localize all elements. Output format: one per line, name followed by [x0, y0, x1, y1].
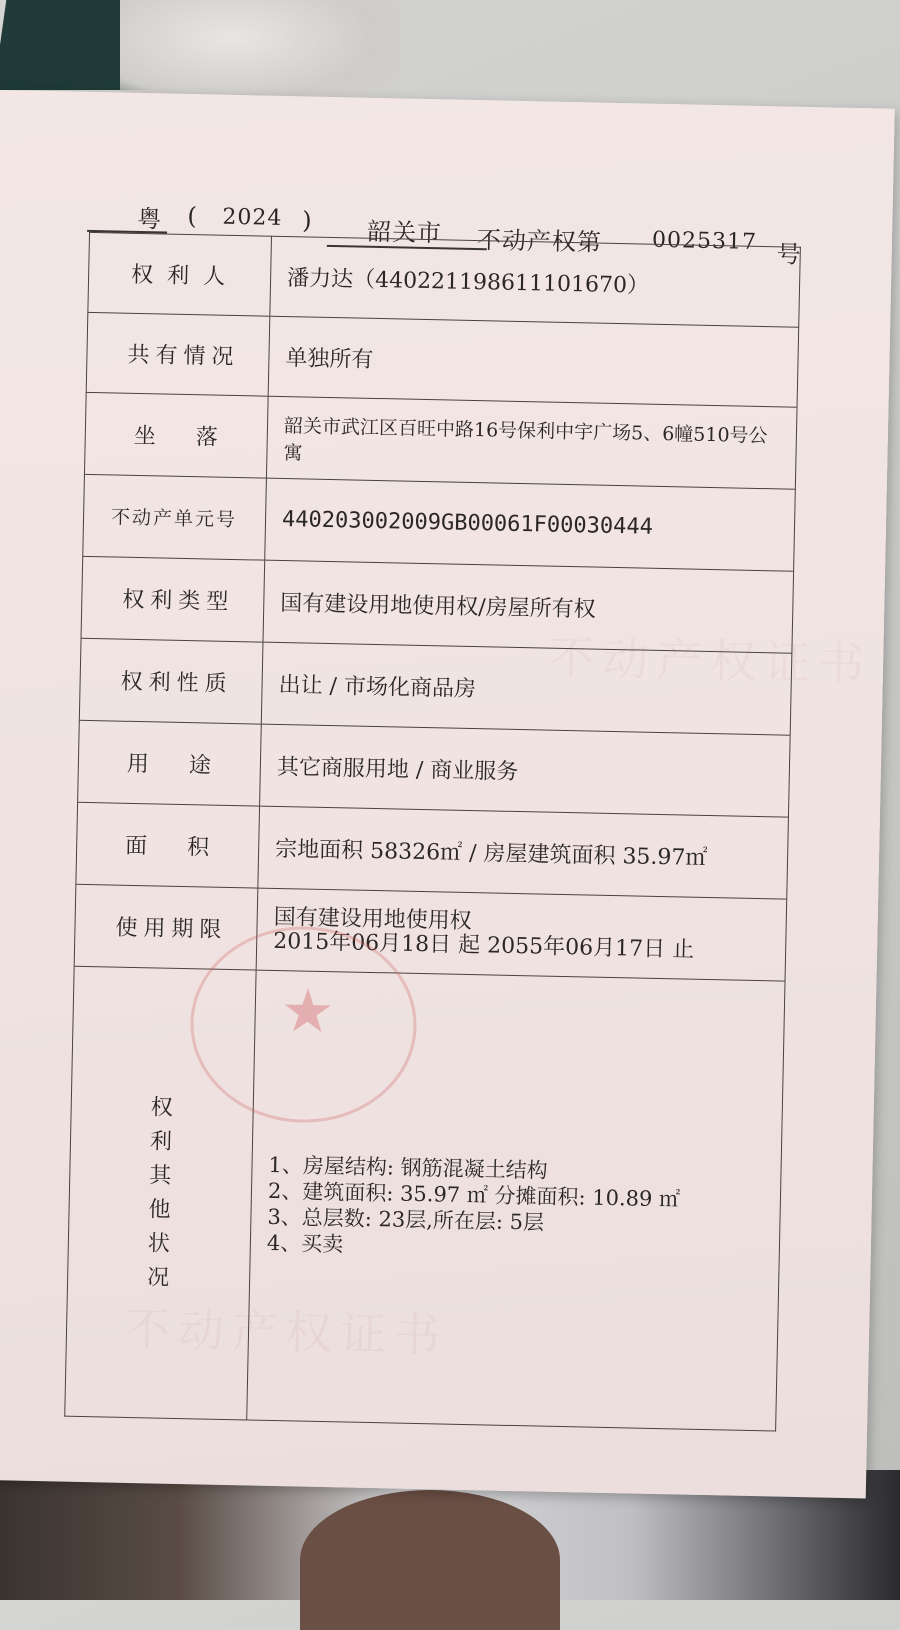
label-usage: 用途 — [78, 720, 262, 806]
label-location: 坐落 — [84, 392, 268, 478]
list-item: 4、买卖 — [266, 1230, 344, 1256]
watermark: 不动产权证书 — [123, 1301, 449, 1363]
cert-year: 2024 — [222, 204, 283, 231]
property-table — [64, 232, 801, 1432]
certificate-page — [0, 90, 895, 1498]
label-right-nature: 权利性质 — [79, 638, 263, 724]
table-row — [83, 474, 796, 571]
value-ownership: 单独所有 — [268, 316, 799, 407]
value-right-nature: 出让 / 市场化商品房 — [261, 642, 792, 735]
label-ownership: 共有情况 — [86, 312, 270, 396]
label-char: 状 — [147, 1230, 171, 1257]
seal-star-icon: ★ — [280, 976, 336, 1048]
label-area: 面积 — [76, 802, 260, 888]
cert-number: 0025317 — [651, 227, 758, 255]
table-row — [76, 802, 789, 899]
value-owner: 潘力达（440221198611101670） — [270, 236, 801, 327]
label-unit-number: 不动产单元号 — [83, 474, 267, 560]
value-right-type: 国有建设用地使用权/房屋所有权 — [263, 560, 794, 653]
cert-suffix: 号 — [776, 240, 803, 269]
table-row — [88, 232, 801, 327]
table-row — [78, 720, 791, 817]
watermark: 不动产权证书 — [547, 630, 873, 692]
label-char: 他 — [148, 1196, 171, 1223]
province-abbr: 粤 — [137, 204, 163, 234]
value-location: 韶关市武江区百旺中路16号保利中宇广场5、6幢510号公寓 — [266, 396, 797, 489]
value-unit-number: 440203002009GB00061F00030444 — [265, 478, 796, 571]
label-char: 况 — [146, 1264, 170, 1291]
label-owner: 权利人 — [88, 232, 272, 316]
list-item: 3、总层数: 23层,所在层: 5层 — [267, 1204, 545, 1235]
label-char: 权 — [150, 1094, 173, 1121]
table-row — [65, 966, 785, 1431]
table-row — [79, 638, 792, 735]
label-char: 其 — [149, 1162, 172, 1189]
label-char: 利 — [149, 1128, 173, 1155]
paren-close: ) — [302, 206, 314, 235]
list-item: 1、房屋结构: 钢筋混凝土结构 — [268, 1152, 548, 1183]
value-usage: 其它商服用地 / 商业服务 — [260, 724, 791, 817]
other-list — [267, 1151, 765, 1265]
table-row — [74, 884, 787, 981]
cert-label: 不动产权第 — [476, 226, 603, 257]
label-term: 使用期限 — [74, 884, 258, 970]
table-row — [81, 556, 794, 653]
term-line-1: 国有建设用地使用权 — [273, 904, 472, 934]
list-item: 2、建筑面积: 35.97 ㎡ 分摊面积: 10.89 ㎡ — [267, 1178, 681, 1211]
table-row — [86, 312, 799, 407]
term-line-2: 2015年06月18日 起 2055年06月17日 止 — [272, 928, 695, 963]
value-area: 宗地面积 58326㎡ / 房屋建筑面积 35.97㎡ — [258, 806, 789, 899]
city-name: 韶关市 — [366, 217, 443, 248]
label-other-chars — [68, 1089, 252, 1297]
hand — [300, 1490, 560, 1630]
label-right-type: 权利类型 — [81, 556, 265, 642]
table-row — [84, 392, 797, 489]
paren-open: ( — [187, 201, 199, 231]
